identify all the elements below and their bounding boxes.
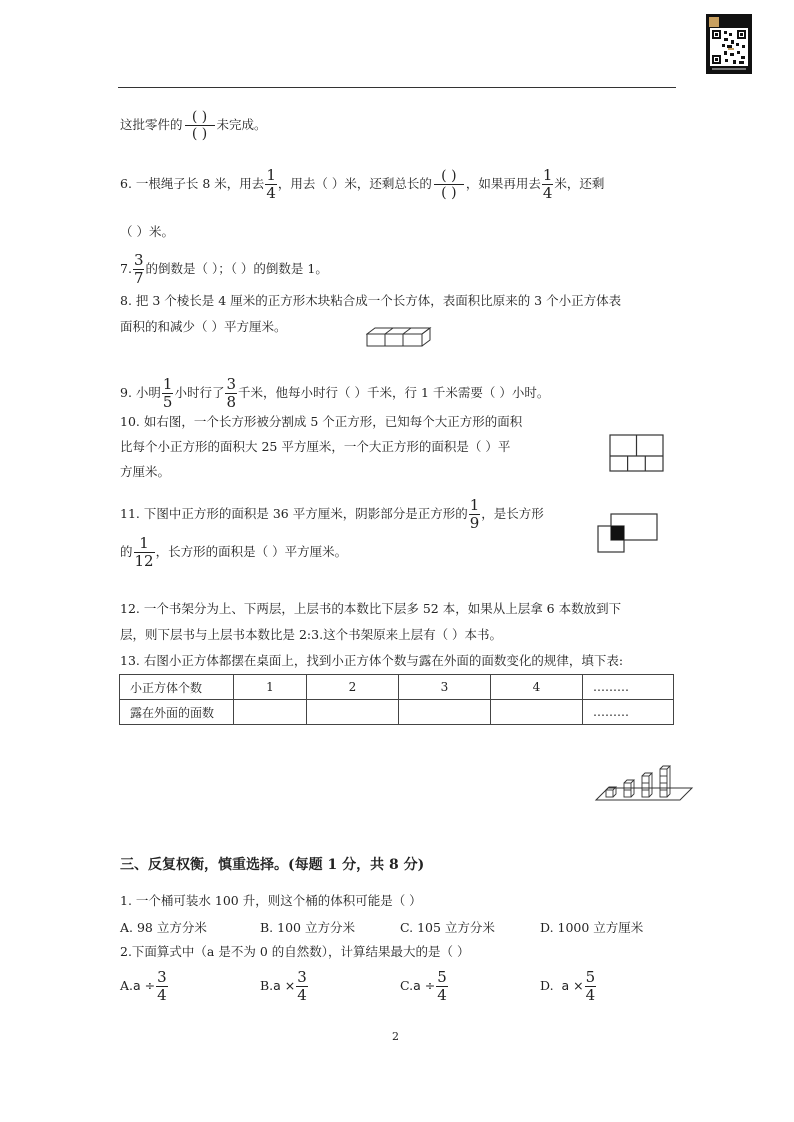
q10-rectangle-figure [609,434,665,477]
q11-frac-2 [134,536,155,569]
table-cell: 3 [399,675,491,700]
option-a-num: 3 [157,968,167,986]
question-7 [120,253,328,286]
option-a-label: A. [120,978,134,993]
q6-text-5: （ ）米。 [120,224,174,239]
q11-text-2: ，是长方形 [481,506,544,521]
q11-text-1: 11. 下图中正方形的面积是 36 平方厘米，阴影部分是正方形的 [120,506,468,521]
page-number: 2 [392,1030,399,1043]
table-row [120,700,674,725]
q7-frac-num: 3 [133,251,144,269]
choice-2-option-d[interactable] [540,970,597,1003]
option-b-expr: a × [273,978,296,993]
q8-cuboid-figure [366,326,432,351]
q7-text-1: 7. [120,261,132,276]
choice-1-option-c[interactable]: C. 105 立方分米 [400,920,495,935]
q9-frac1-num: 1 [162,375,173,393]
q7-frac [133,253,145,286]
paren-fraction [185,110,215,141]
choice-1-stem: 1. 一个桶可装水 100 升，则这个桶的体积可能是（ ） [120,893,422,908]
question-9 [120,377,549,410]
question-10-line3: 方厘米。 [120,464,171,479]
header-rule [118,87,676,88]
choice-1-option-b[interactable]: B. 100 立方分米 [260,920,355,935]
question-10-line2: 比每个小正方形的面积大 25 平方厘米，一个大正方形的面积是（ ）平 [120,439,511,454]
question-12-line1: 12. 一个书架分为上、下两层，上层书的本数比下层多 52 本，如果从上层拿 6 本数放到下 [120,601,622,616]
table-cell: 1 [234,675,307,700]
option-d-label: D. [540,978,554,993]
question-12-line2: 层，则下层书与上层书本数比是 2:3.这个书架原来上层有（ ）本书。 [120,627,503,642]
option-d-num: 5 [585,968,596,986]
option-c-expr: a ÷ [413,978,436,993]
q6-text-3: ，如果再用去 [465,176,541,191]
q6-frac2-den: 4 [542,184,553,202]
q9-text-3: 千米，他每小时行（ ）千米，行 1 千米需要（ ）小时。 [238,385,550,400]
q6-paren-num: ( ) [441,168,457,184]
section-3-title: 三、反复权衡，慎重选择。(每题 1 分，共 8 分) [120,857,425,873]
q6-text-2: ，用去（ ）米，还剩总长的 [277,176,432,191]
q5-text-part2: 未完成。 [216,117,267,132]
choice-1-option-d[interactable]: D. 1000 立方厘米 [540,920,644,935]
question-11-line1 [120,498,544,531]
q6-paren-fraction [434,169,464,200]
choice-2-option-b[interactable] [260,970,309,1003]
q11-text-4: ，长方形的面积是（ ）平方厘米。 [155,544,348,559]
option-b-num: 3 [297,968,307,986]
q9-frac2-num: 3 [226,375,237,393]
choice-2-option-c[interactable] [400,970,449,1003]
option-d-frac [585,970,597,1003]
option-b-den: 4 [297,986,307,1004]
q11-frac2-num: 1 [139,534,149,552]
q9-text-2: 小时行了 [174,385,225,400]
option-d-expr: a × [561,978,584,993]
q6-frac1-den: 4 [266,184,276,202]
q9-frac-1 [162,377,174,410]
faces-table [119,674,674,725]
table-cell [234,700,307,725]
table-cell: 4 [491,675,583,700]
paren-frac-num: ( ) [191,109,208,125]
option-a-den: 4 [157,986,167,1004]
q9-text-1: 9. 小明 [120,385,161,400]
table-cell [307,700,399,725]
option-a-expr: a ÷ [133,978,156,993]
q6-paren-den: ( ) [441,185,457,201]
q9-frac2-den: 8 [226,393,237,411]
q11-frac1-den: 9 [469,514,480,532]
q9-frac-2 [225,377,237,410]
table-cell: 小正方体个数 [120,675,234,700]
q7-text-2: 的倒数是（ ）；（ ）的倒数是 1。 [145,261,328,276]
option-b-label: B. [260,978,274,993]
table-row [120,675,674,700]
paren-frac-den: ( ) [191,126,208,142]
q5-continuation [120,110,267,141]
table-cell: ……… [583,675,674,700]
q6-frac-2 [542,168,554,201]
option-c-den: 4 [437,986,447,1004]
choice-1-option-a[interactable]: A. 98 立方分米 [120,920,207,935]
q11-square-rectangle-figure [596,512,660,557]
table-cell: ……… [583,700,674,725]
table-cell [491,700,583,725]
option-c-frac [436,970,448,1003]
choice-2-option-a[interactable] [120,970,169,1003]
q13-table [119,674,674,725]
q6-text-1: 6. 一根绳子长 8 米，用去 [120,176,265,191]
table-cell [399,700,491,725]
question-11-line2 [120,536,347,569]
question-8-line2: 面积的和减少（ ）平方厘米。 [120,319,287,334]
table-cell: 2 [307,675,399,700]
q5-text-part1: 这批零件的 [120,117,183,132]
option-b-frac [296,970,308,1003]
q11-frac2-den: 12 [134,552,154,570]
q7-frac-den: 7 [133,269,144,287]
question-8-line1: 8. 把 3 个棱长是 4 厘米的正方形木块粘合成一个长方体，表面积比原来的 3 个小正方体表 [120,293,622,308]
choice-2-stem: 2.下面算式中（a 是不为 0 的自然数），计算结果最大的是（ ） [120,944,470,959]
option-d-den: 4 [585,986,596,1004]
q11-text-3: 的 [120,544,133,559]
q6-frac1-num: 1 [266,166,276,184]
question-13-line1: 13. 右图小正方体都摆在桌面上，找到小正方体个数与露在外面的面数变化的规律，填下表: [120,653,624,668]
question-6-line2 [120,223,174,241]
q11-frac1-num: 1 [469,496,480,514]
table-cell: 露在外面的面数 [120,700,234,725]
qr-code [706,14,752,74]
q13-stacked-cubes-figure [594,760,694,809]
q6-frac-1 [265,168,277,201]
q6-frac2-num: 1 [542,166,553,184]
option-a-frac [156,970,168,1003]
q11-frac-1 [469,498,481,531]
question-10-line1: 10. 如右图，一个长方形被分割成 5 个正方形，已知每个大正方形的面积 [120,414,523,429]
q9-frac1-den: 5 [162,393,173,411]
option-c-num: 5 [437,968,447,986]
question-6 [120,168,604,201]
option-c-label: C. [400,978,414,993]
q6-text-4: 米，还剩 [554,176,605,191]
